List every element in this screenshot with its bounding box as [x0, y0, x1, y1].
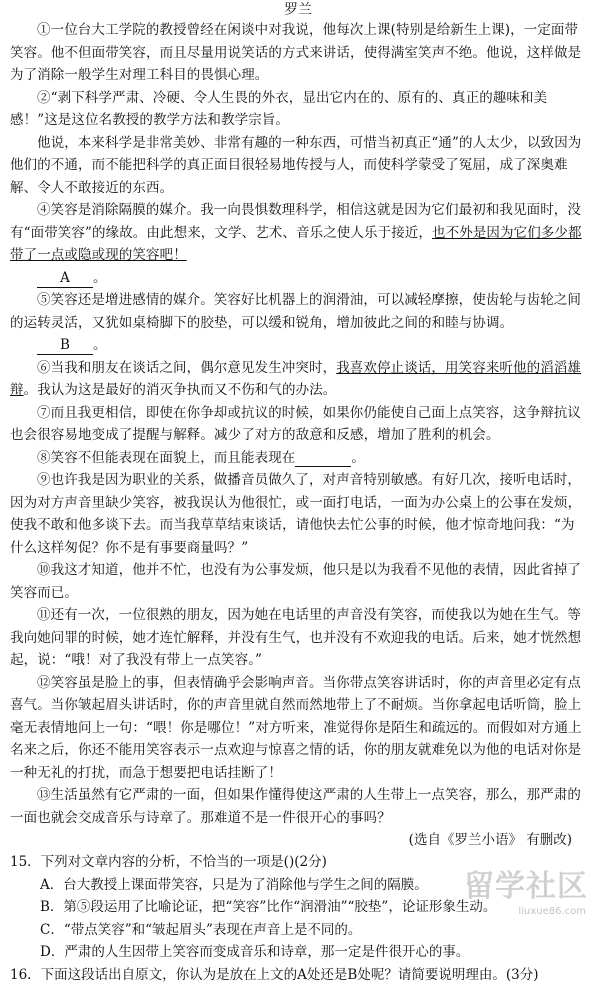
paragraph-6-text: ⑥当我和朋友在谈话之间，偶尔意见发生冲突时， [37, 360, 336, 376]
paragraph-6-tail: 。我认为这是最好的消灭争执而又不伤和气的办法。 [24, 382, 337, 398]
paragraph-1: ①一位台大工学院的教授曾经在闲谈中对我说，他每次上课(特别是给新生上课)，一定面带笑容。他不但面带笑容，而且尽量用说笑话的方式来讲话，使得满室笑声不绝。他说，这样做是为了消除一般学生对理工科目的畏惧心理。 [10, 19, 586, 87]
blank-a: A [37, 269, 93, 288]
paragraph-8-end: 。 [351, 450, 365, 466]
paragraph-13: ⑬生活虽然有它严肃的一面，但如果作懂得使这严肃的人生带上一点笑容，那么，那严肃的一面也就会交成音乐与诗章了。那难道不是一件很开心的事吗？ [10, 784, 586, 829]
paragraph-4-text: ④笑容是消除隔膜的媒介。我一向畏惧数理科学，相信这就是因为它们最初和我见面时，没有“面带笑容”的缘故。由此想来，文学、艺术、音乐之使人乐于接近， [10, 202, 581, 241]
paragraph-9: ⑨也许我是因为职业的关系，做播音员做久了，对声音特别敏感。有好几次，接听电话时，因为对方声音里缺少笑容，被我误认为他很忙，或一面打电话，一面为办公桌上的公事在发烦，使我不敢和他多谈下去。而当我草草结束谈话，请他快去忙公事的时候，他才惊奇地问我：“为什么这样匆促？你不是有事要商量吗？” [10, 469, 586, 559]
paragraph-10: ⑩我这才知道，他并不忙，也没有为公事发烦，他只是以为我看不见他的表情，因此省掉了笑容而已。 [10, 559, 586, 604]
question-15: 15．下列对文章内容的分析，不恰当的一项是()(2分) [10, 851, 586, 874]
paragraph-6 [10, 357, 586, 402]
blank-b: B [37, 336, 93, 355]
paragraph-4-underlined: 也不外是因为它们多少都带了一点或隐或现的笑容吧！ [10, 225, 582, 264]
paragraph-8 [10, 447, 586, 470]
blank-b-line: B 。 [10, 334, 586, 357]
question-15-option-d: D．严肃的人生因带上笑容而变成音乐和诗章，那一定是件很开心的事。 [10, 941, 586, 964]
watermark-url: liuxue86.com [518, 906, 586, 917]
paragraph-4 [10, 199, 586, 267]
blank-a-line: A 。 [10, 267, 586, 290]
paragraph-5: ⑤笑容还是增进感情的媒介。笑容好比机器上的润滑油，可以减轻摩擦，使齿轮与齿轮之间的运转灵活，又犹如桌椅脚下的胶垫，可以缓和锐角，增加彼此之间的和睦与协调。 [10, 289, 586, 334]
watermark-logo: 留学社区 [438, 857, 588, 909]
question-16: 16．下面这段话出自原文，你认为是放在上文的A处还是B处呢？请简要说明理由。(3分) [10, 964, 586, 986]
paragraph-2: ②“剥下科学严肃、冷硬、令人生畏的外衣，显出它内在的、原有的、真正的趣味和美感！”这是这位名教授的教学方法和教学宗旨。 [10, 87, 586, 132]
paragraph-11: ⑪还有一次，一位很熟的朋友，因为她在电话里的声音没有笑容，而使我以为她在生气。等我向她问罪的时候，她才连忙解释，并没有生气，也并没有不欢迎我的电话。后来，她才恍然想起，说：“哦！对了我没有带上一点笑容。” [10, 604, 586, 672]
paragraph-8-text: ⑧笑容不但能表现在面貌上，而且能表现在 [37, 450, 295, 466]
paragraph-12: ⑫笑容虽是脸上的事，但表情确乎会影响声音。当你带点笑容讲话时，你的声音里必定有点喜气。当你皱起眉头讲话时，你的声音里就自然而然地带上了不耐烦。当你拿起电话听筒，脸上毫无表情地问上一句：“喂！你是哪位！”对方听来，准觉得你是陌生和疏远的。而假如对方通上名来之后，你还不能用笑容表示一点欢迎与惊喜之情的话，你的朋友就难免以为他的电话对你是一种无礼的打扰，而急于想要把电话挂断了！ [10, 672, 586, 785]
question-15-option-b: B．第⑤段运用了比喻论证，把“笑容”比作“润滑油”“胶垫”，论证形象生动。 [10, 896, 586, 919]
source-citation: (选自《罗兰小语》 有删改) [10, 829, 586, 851]
paragraph-8-blank [295, 450, 351, 467]
author-name: 罗兰 [10, 0, 586, 19]
paragraph-3: 他说，本来科学是非常美妙、非常有趣的一种东西，可惜当初真正“通”的人太少，以致因为他们的不通，而不能把科学的真正面目很轻易地传授与人，而使科学蒙受了冤屈，成了深奥难解、令人不敢接近的东西。 [10, 132, 586, 200]
question-15-option-a: A．台大教授上课面带笑容，只是为了消除他与学生之间的隔膜。 [10, 874, 586, 897]
paragraph-6-underlined: 我喜欢停止谈话，用笑容来听他的滔滔雄辩 [10, 360, 581, 399]
question-15-option-c: C．“带点笑容”和“皱起眉头”表现在声音上是不同的。 [10, 919, 586, 942]
paragraph-7: ⑦而且我更相信，即使在你争却或抗议的时候，如果你仍能使自己面上点笑容，这争辩抗议也会很容易地变成了提醒与解释。减少了对方的敌意和反感，增加了胜利的机会。 [10, 402, 586, 447]
